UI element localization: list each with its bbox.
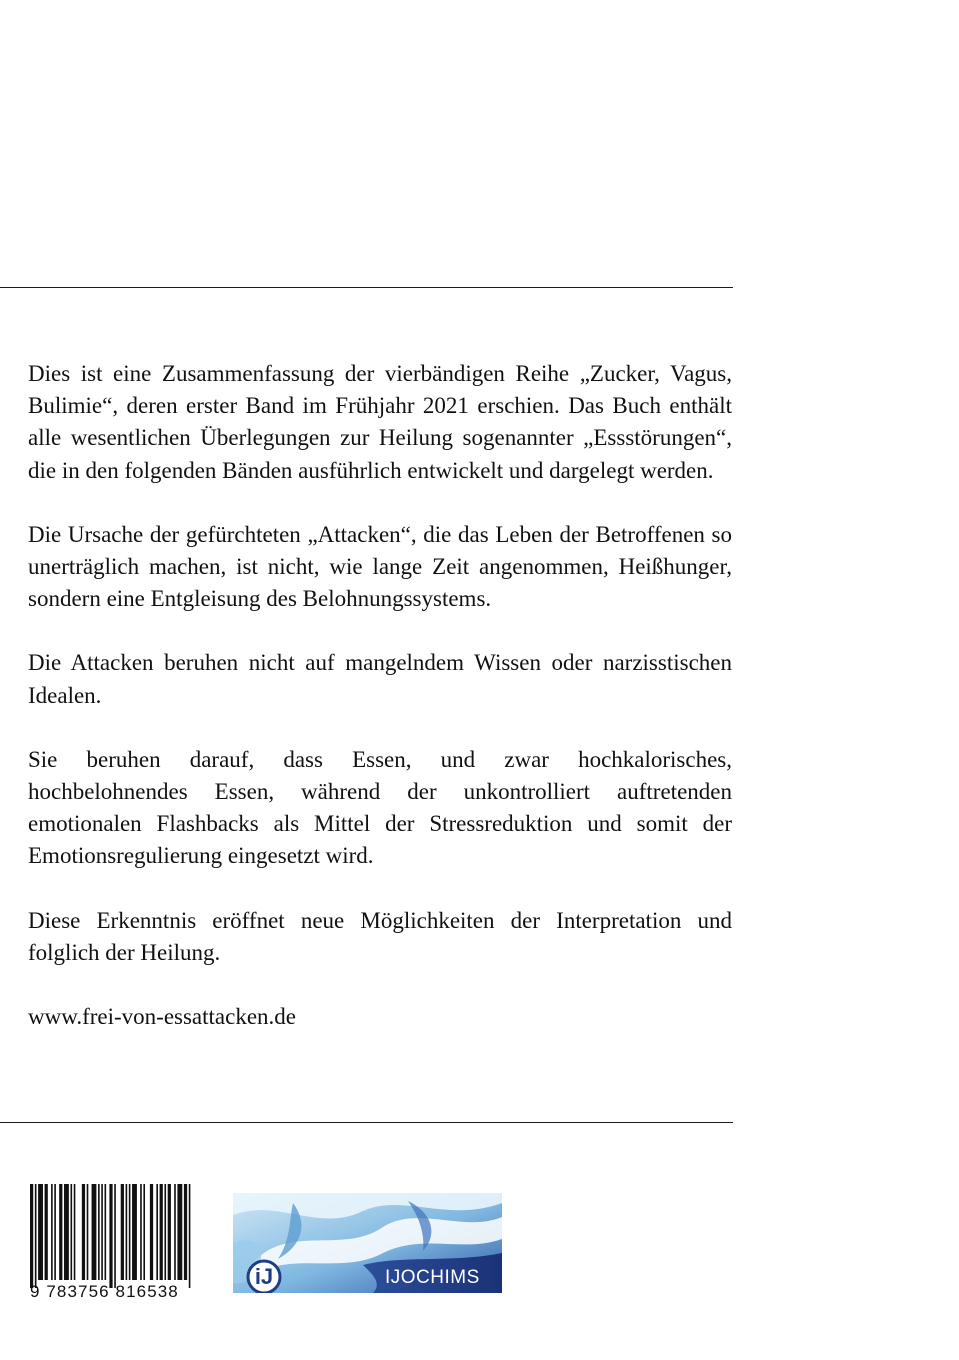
barcode-bar bbox=[121, 1184, 124, 1280]
barcode-bar bbox=[114, 1184, 116, 1288]
publisher-initials-badge: iJ bbox=[254, 1264, 274, 1289]
barcode-bar bbox=[87, 1184, 89, 1280]
barcode-bar bbox=[54, 1184, 56, 1280]
barcode-bar bbox=[150, 1184, 153, 1280]
barcode-bar bbox=[30, 1184, 33, 1288]
barcode-bar bbox=[160, 1184, 163, 1280]
barcode-bar bbox=[82, 1184, 85, 1280]
barcode-bar bbox=[126, 1184, 128, 1280]
barcode-bar bbox=[184, 1184, 187, 1280]
barcode-bars bbox=[28, 1184, 194, 1288]
publisher-name: IJOCHIMS bbox=[385, 1267, 480, 1288]
barcode-bar bbox=[74, 1184, 76, 1280]
barcode-bar bbox=[38, 1184, 43, 1280]
blurb-paragraph-2: Die Ursache der gefürchteten „Attacken“, die das Leben der Betroffenen so unerträglich machen, ist nicht, wie lange Zeit angenommen, Heißhunger, sondern eine Entgleisung des Belohnungssystems. bbox=[28, 521, 732, 612]
back-cover-blurb bbox=[28, 358, 732, 1033]
barcode-bar bbox=[35, 1184, 37, 1288]
barcode-bar bbox=[132, 1184, 137, 1280]
blurb-paragraph-5: Diese Erkenntnis eröffnet neue Möglichkeiten der Interpretation und folglich der Heilung. bbox=[28, 907, 732, 965]
barcode-bar bbox=[98, 1184, 100, 1280]
barcode-bar bbox=[109, 1184, 112, 1288]
barcode-bar bbox=[64, 1184, 69, 1280]
barcode-bar bbox=[59, 1184, 62, 1280]
isbn-number: 9 783756 816538 bbox=[30, 1282, 179, 1301]
barcode-bar bbox=[71, 1184, 73, 1280]
barcode-bar bbox=[174, 1184, 176, 1280]
bottom-divider-line bbox=[0, 1122, 733, 1123]
barcode-bar bbox=[105, 1184, 107, 1280]
website-url: www.frei-von-essattacken.de bbox=[28, 1004, 297, 1030]
barcode-bar bbox=[45, 1184, 48, 1280]
barcode-bar bbox=[51, 1184, 53, 1280]
blurb-paragraph-4: Sie beruhen darauf, dass Essen, und zwar hochkalorisches, hochbelohnendes Essen, während der unkontrolliert auftretenden emotionalen Flashbacks als Mittel der Stressreduktion und somit der Emotionsregulierung eingesetzt wird. bbox=[28, 746, 732, 869]
barcode-bar bbox=[189, 1184, 191, 1288]
barcode-bar bbox=[177, 1184, 182, 1280]
barcode-bar bbox=[156, 1184, 158, 1280]
barcode-bar bbox=[92, 1184, 97, 1280]
barcode-bar bbox=[164, 1184, 166, 1280]
barcode-bar bbox=[140, 1184, 142, 1280]
barcode-bar bbox=[101, 1184, 103, 1280]
blurb-paragraph-1: Dies ist eine Zusammenfassung der vierbändigen Reihe „Zucker, Vagus, Bulimie“, deren erster Band im Frühjahr 2021 erschien. Das Buch enthält alle wesentlichen Überlegungen zur Heilung sogenannter „Essstörungen“, die in den folgenden Bänden ausführlich entwickelt und dargelegt werden. bbox=[28, 361, 732, 483]
blurb-paragraph-3: Die Attacken beruhen nicht auf mangelndem Wissen oder narzisstischen Idealen. bbox=[28, 650, 732, 708]
barcode-bar bbox=[129, 1184, 131, 1280]
barcode-bar bbox=[143, 1184, 145, 1280]
barcode-bar bbox=[168, 1184, 171, 1280]
top-divider-line bbox=[0, 287, 733, 288]
